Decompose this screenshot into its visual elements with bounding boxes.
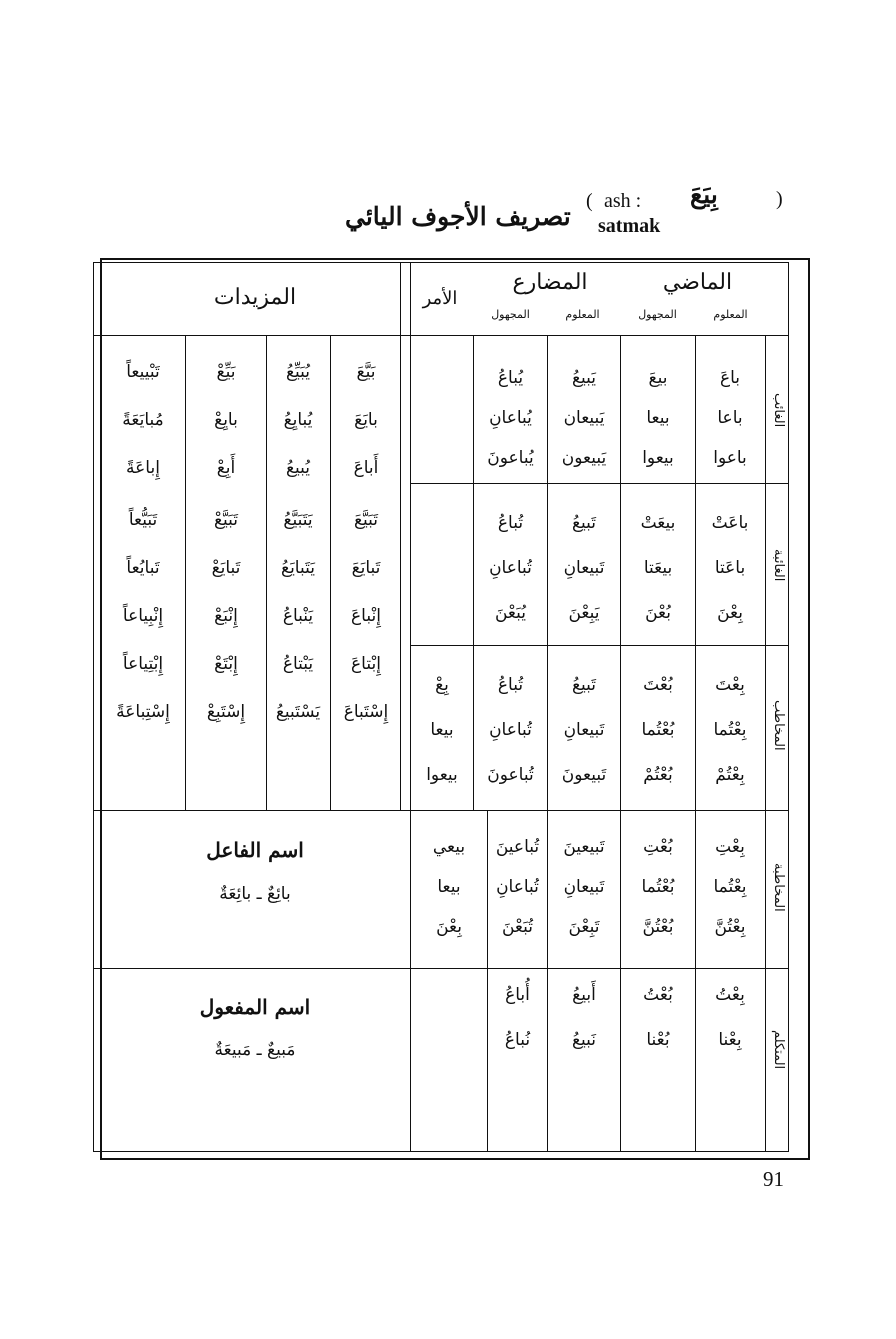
mazid-amr: تَبايَعْ	[211, 558, 241, 578]
madi-maloom-cell: بِعْتُمْ	[715, 765, 745, 785]
fail-forms: بائِعٌ ـ بائِعَةٌ	[219, 884, 291, 904]
mazid-mudari: يُبَيِّعُ	[285, 362, 311, 382]
mazid-amr: أَبِعْ	[216, 458, 236, 478]
amr-cell: بِعْ	[435, 675, 449, 695]
madi-majhul-cell: بيعَتا	[643, 558, 673, 578]
mazid-madi: بايَعَ	[354, 410, 378, 430]
mudari-majhul-cell: تُباعانِ	[496, 877, 539, 897]
mudari-maloom-cell: تَبيعانِ	[563, 720, 605, 740]
page-title: تصريف الأجوف اليائي	[345, 202, 571, 231]
mazid-header: المزيدات	[213, 285, 297, 310]
mudari-majhul-cell: أُباعُ	[505, 985, 530, 1005]
sub-mudari-maloom: المعلوم	[565, 308, 600, 321]
paren-right: )	[776, 188, 783, 210]
mazid-amr: تَبَيَّعْ	[213, 510, 239, 530]
madi-maloom-cell: بِعْتُما	[713, 720, 747, 740]
madi-majhul-cell: بيعَتْ	[640, 513, 676, 533]
madi-maloom-cell: باعَتا	[714, 558, 746, 578]
amr-cell: بِعْنَ	[436, 917, 462, 937]
mudari-maloom-cell: تَبيعانِ	[563, 877, 605, 897]
mudari-majhul-cell: تُباعُ	[497, 675, 524, 695]
amr-cell: بيعي	[432, 837, 466, 857]
madi-majhul-cell: بيعوا	[642, 448, 674, 468]
mudari-majhul-cell: تُباعينَ	[495, 837, 540, 857]
mudari-majhul-cell: يُباعانِ	[489, 408, 532, 428]
amr-header: الأمر	[422, 288, 458, 309]
amr-cell: بيعوا	[426, 765, 458, 785]
meaning-line1: ash :	[604, 190, 642, 212]
madi-majhul-cell: بُعْتُمْ	[643, 765, 673, 785]
paren-left: (	[586, 190, 593, 212]
mudari-majhul-cell: تُباعونَ	[487, 765, 534, 785]
madi-majhul-cell: بُعْتُما	[641, 877, 675, 897]
sub-madi-majhul: المجهول	[638, 308, 677, 321]
amr-cell: بيعا	[437, 877, 461, 897]
side-label-mukhatab: المخاطب	[771, 699, 786, 751]
mazid-masdar: إِسْتِباعَةً	[116, 702, 170, 722]
mudari-maloom-cell: تَبيعونَ	[561, 765, 607, 785]
mudari-majhul-cell: تُباعانِ	[489, 720, 532, 740]
mazid-mudari: يَتَبايَعُ	[281, 558, 315, 578]
mazid-mudari: يُبيعُ	[285, 458, 311, 478]
mudari-majhul-cell: يُباعونَ	[487, 448, 534, 468]
mazid-madi: بَيَّعَ	[356, 362, 376, 382]
page-number: 91	[763, 1167, 784, 1191]
mudari-maloom-cell: نَبيعُ	[571, 1030, 597, 1050]
mudari-maloom-cell: تَبيعُ	[571, 675, 597, 695]
madi-majhul-cell: بُعْنَ	[645, 603, 671, 623]
mazid-amr: بَيِّعْ	[216, 362, 236, 382]
mudari-maloom-cell: يَبيعون	[561, 448, 607, 468]
madi-maloom-cell: بِعْنا	[718, 1030, 742, 1050]
mazid-madi: أَباعَ	[353, 458, 379, 478]
fail-label: اسم الفاعل	[206, 838, 304, 862]
mazid-amr: إِسْتَبِعْ	[206, 702, 246, 722]
mazid-masdar: تَبْييعاً	[126, 362, 160, 382]
mazid-masdar: مُبايَعَةً	[122, 410, 164, 430]
amr-cell: بيعا	[430, 720, 454, 740]
madi-maloom-cell: باعوا	[713, 448, 747, 468]
madi-majhul-cell: بُعْنا	[646, 1030, 670, 1050]
mudari-majhul-cell: يُبَعْنَ	[494, 603, 526, 623]
mazid-masdar: تَبَيُّعاً	[128, 510, 158, 530]
mazid-mudari: يَبْتاعُ	[282, 654, 314, 674]
mazid-mudari: يَسْتَبيعُ	[275, 702, 321, 722]
meaning-line2: satmak	[598, 215, 661, 237]
madi-header: الماضي	[662, 270, 733, 295]
madi-maloom-cell: بِعْنَ	[717, 603, 743, 623]
mudari-majhul-cell: تُباعُ	[497, 513, 524, 533]
mazid-mudari: يَتَبَيَّعُ	[283, 510, 313, 530]
mudari-maloom-cell: يَبِعْنَ	[568, 603, 600, 623]
side-label-mutakallim: المتكلم	[771, 1030, 786, 1070]
mazid-masdar: إِبْتِياعاً	[122, 654, 164, 674]
madi-majhul-cell: بُعْتَ	[643, 675, 673, 695]
mazid-madi: إِبْتاعَ	[351, 654, 381, 674]
mazid-madi: إِنْباعَ	[351, 606, 381, 626]
mudari-maloom-cell: أَبيعُ	[572, 985, 596, 1005]
madi-majhul-cell: بُعْتِ	[643, 837, 673, 857]
mudari-majhul-cell: نُباعُ	[504, 1030, 531, 1050]
mudari-maloom-cell: يَبيعُ	[571, 368, 597, 388]
mudari-majhul-cell: تُبَعْنَ	[501, 917, 533, 937]
madi-maloom-cell: باعا	[717, 408, 743, 428]
mazid-madi: تَبايَعَ	[351, 558, 381, 578]
mazid-madi: تَبَيَّعَ	[353, 510, 379, 530]
verb-heading: بِيَعَ	[690, 180, 718, 209]
madi-maloom-cell: باعَ	[719, 368, 741, 388]
madi-majhul-cell: بُعْتُنَّ	[642, 917, 674, 937]
side-label-ghaiba: الغائبة	[771, 548, 786, 582]
mudari-maloom-cell: تَبيعانِ	[563, 558, 605, 578]
mudari-maloom-cell: تَبيعُ	[571, 513, 597, 533]
side-label-mukhataba: المخاطبة	[771, 863, 786, 912]
madi-maloom-cell: بِعْتُما	[713, 877, 747, 897]
mazid-masdar: تَبايُعاً	[126, 558, 160, 578]
mudari-maloom-cell: تَبِعْنَ	[568, 917, 600, 937]
mazid-masdar: إِباعَةً	[126, 458, 160, 478]
mudari-majhul-cell: يُباعُ	[497, 368, 524, 388]
mudari-maloom-cell: تَبيعينَ	[563, 837, 605, 857]
mafool-forms: مَبيعٌ ـ مَبيعَةٌ	[214, 1040, 296, 1060]
madi-maloom-cell: بِعْتُنَّ	[714, 917, 746, 937]
sub-mudari-majhul: المجهول	[491, 308, 530, 321]
mazid-amr: إِنْبَعْ	[214, 606, 238, 626]
madi-majhul-cell: بُعْتُ	[643, 985, 673, 1005]
sub-madi-maloom: المعلوم	[713, 308, 748, 321]
madi-maloom-cell: بِعْتُ	[715, 985, 745, 1005]
mafool-label: اسم المفعول	[199, 995, 311, 1019]
madi-maloom-cell: باعَتْ	[711, 513, 749, 533]
mazid-amr: بايِعْ	[214, 410, 238, 430]
madi-majhul-cell: بيعا	[646, 408, 670, 428]
madi-maloom-cell: بِعْتَ	[715, 675, 745, 695]
mudari-maloom-cell: يَبيعان	[563, 408, 605, 428]
mazid-mudari: يُبايِعُ	[283, 410, 313, 430]
madi-majhul-cell: بُعْتُما	[641, 720, 675, 740]
mudari-header: المضارع	[512, 270, 588, 295]
mazid-madi: إِسْتَباعَ	[343, 702, 389, 722]
madi-maloom-cell: بِعْتِ	[715, 837, 745, 857]
mudari-majhul-cell: تُباعانِ	[489, 558, 532, 578]
mazid-amr: إِبْتَعْ	[214, 654, 238, 674]
mazid-mudari: يَنْباعُ	[282, 606, 314, 626]
madi-majhul-cell: بيعَ	[648, 368, 668, 388]
side-label-ghaib: الغائب	[771, 392, 786, 428]
mazid-masdar: إِنْبِياعاً	[122, 606, 164, 626]
